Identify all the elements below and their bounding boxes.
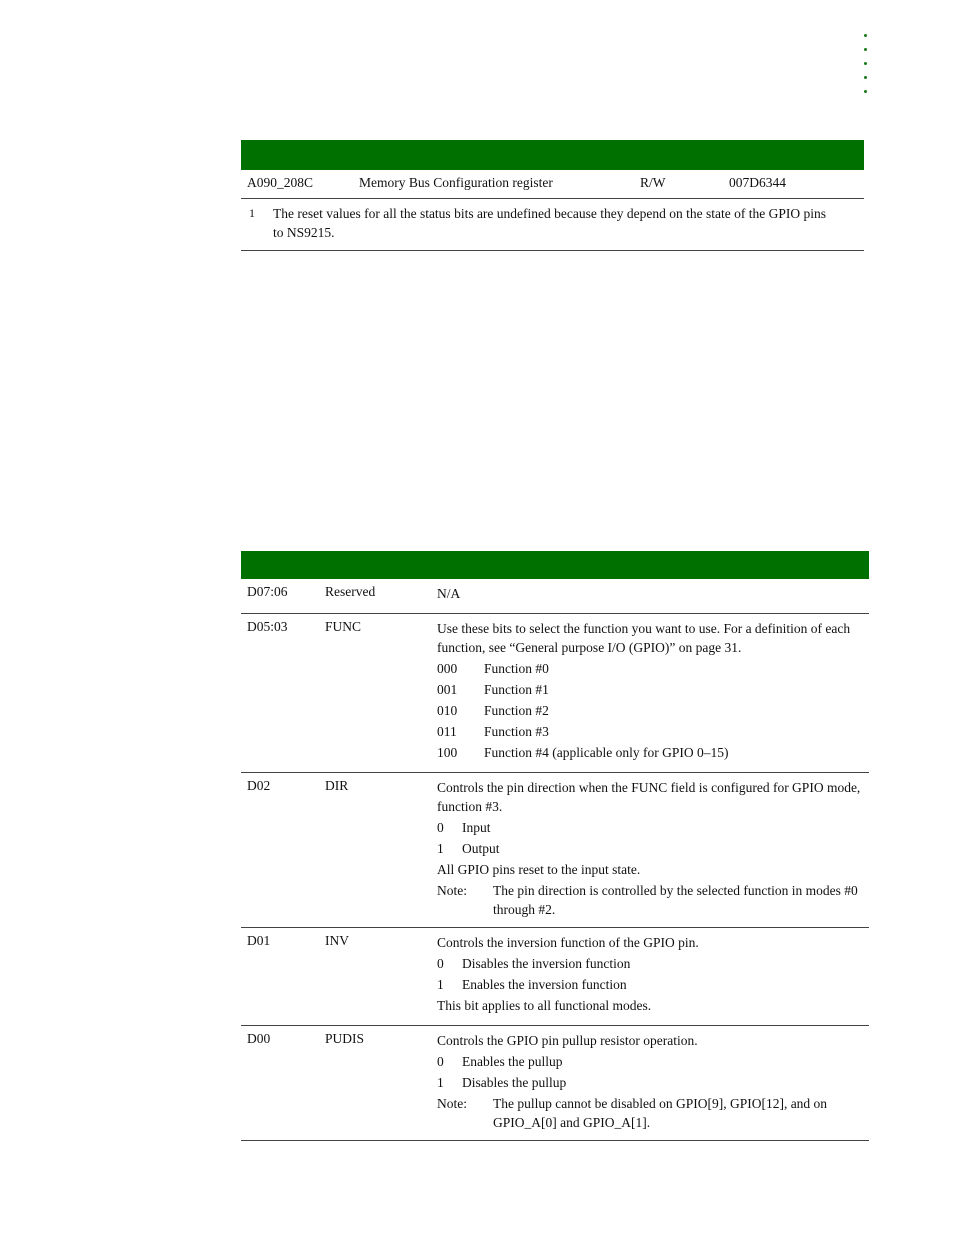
field-remark: All GPIO pins reset to the input state. (437, 862, 641, 877)
option-item (437, 722, 865, 741)
option-code: 1 (437, 1075, 444, 1090)
bit-range: D01 (247, 933, 271, 948)
footnote-number: 1 (249, 206, 255, 220)
option-label: Output (462, 841, 500, 856)
register-description: Memory Bus Configuration register (359, 175, 553, 190)
option-item (437, 743, 865, 762)
option-label: Function #4 (applicable only for GPIO 0–15) (484, 745, 729, 760)
field-name: PUDIS (325, 1031, 365, 1046)
option-item (437, 1073, 865, 1092)
field-name: DIR (325, 778, 349, 793)
page-corner-dots (864, 34, 870, 104)
option-code: 000 (437, 661, 458, 676)
option-item (437, 1052, 865, 1071)
option-label: Function #1 (484, 682, 549, 697)
bit-range: D00 (247, 1031, 271, 1046)
bit-field-table (241, 551, 869, 1141)
footnote-text: The reset values for all the status bits are undefined because they depend on the state of the GPIO pins to NS9215. (273, 206, 826, 240)
note-text: The pin direction is controlled by the selected function in modes #0 through #2. (493, 883, 858, 917)
option-label: Function #3 (484, 724, 549, 739)
option-label: Disables the inversion function (462, 956, 631, 971)
field-note (437, 1094, 865, 1132)
option-code: 011 (437, 724, 457, 739)
option-code: 0 (437, 1054, 444, 1069)
option-code: 1 (437, 977, 444, 992)
option-label: Input (462, 820, 491, 835)
table-row (241, 614, 869, 773)
table-row (241, 1026, 869, 1141)
field-note (437, 881, 865, 919)
option-item (437, 839, 865, 858)
bit-range: D05:03 (247, 619, 288, 634)
option-label: Function #0 (484, 661, 549, 676)
field-description: Use these bits to select the function you want to use. For a definition of each function, see “General purpose I/O (GPIO)” on page 31. (437, 621, 851, 655)
bit-range: D02 (247, 778, 271, 793)
table-row (241, 773, 869, 928)
bit-range: D07:06 (247, 584, 288, 599)
field-description: Controls the GPIO pin pullup resistor operation. (437, 1033, 698, 1048)
note-label: Note: (437, 1096, 467, 1111)
option-label: Disables the pullup (462, 1075, 567, 1090)
option-label: Enables the pullup (462, 1054, 563, 1069)
table-row (241, 170, 864, 199)
option-label: Enables the inversion function (462, 977, 627, 992)
option-item (437, 818, 865, 837)
table-header-bar (241, 551, 869, 579)
option-item (437, 975, 865, 994)
table-row (241, 928, 869, 1026)
note-text: The pullup cannot be disabled on GPIO[9], GPIO[12], and on GPIO_A[0] and GPIO_A[1]. (493, 1096, 828, 1130)
field-description: Controls the inversion function of the GPIO pin. (437, 935, 699, 950)
option-item (437, 954, 865, 973)
table-footnote (241, 199, 864, 251)
field-remark: This bit applies to all functional modes. (437, 998, 652, 1013)
table-header-bar (241, 140, 864, 170)
register-access: R/W (640, 175, 666, 190)
option-code: 0 (437, 956, 444, 971)
register-address: A090_208C (247, 175, 314, 190)
register-address-table (241, 140, 864, 251)
option-code: 010 (437, 703, 458, 718)
field-description: N/A (437, 586, 461, 601)
field-name: FUNC (325, 619, 362, 634)
table-row (241, 579, 869, 614)
option-item (437, 659, 865, 678)
option-code: 100 (437, 745, 458, 760)
note-label: Note: (437, 883, 467, 898)
field-name: INV (325, 933, 349, 948)
option-code: 001 (437, 682, 458, 697)
option-item (437, 680, 865, 699)
field-description: Controls the pin direction when the FUNC field is configured for GPIO mode, function #3. (437, 780, 861, 814)
register-reset-value: 007D6344 (729, 175, 786, 190)
option-code: 0 (437, 820, 444, 835)
option-label: Function #2 (484, 703, 549, 718)
field-name: Reserved (325, 584, 376, 599)
option-item (437, 701, 865, 720)
option-code: 1 (437, 841, 444, 856)
